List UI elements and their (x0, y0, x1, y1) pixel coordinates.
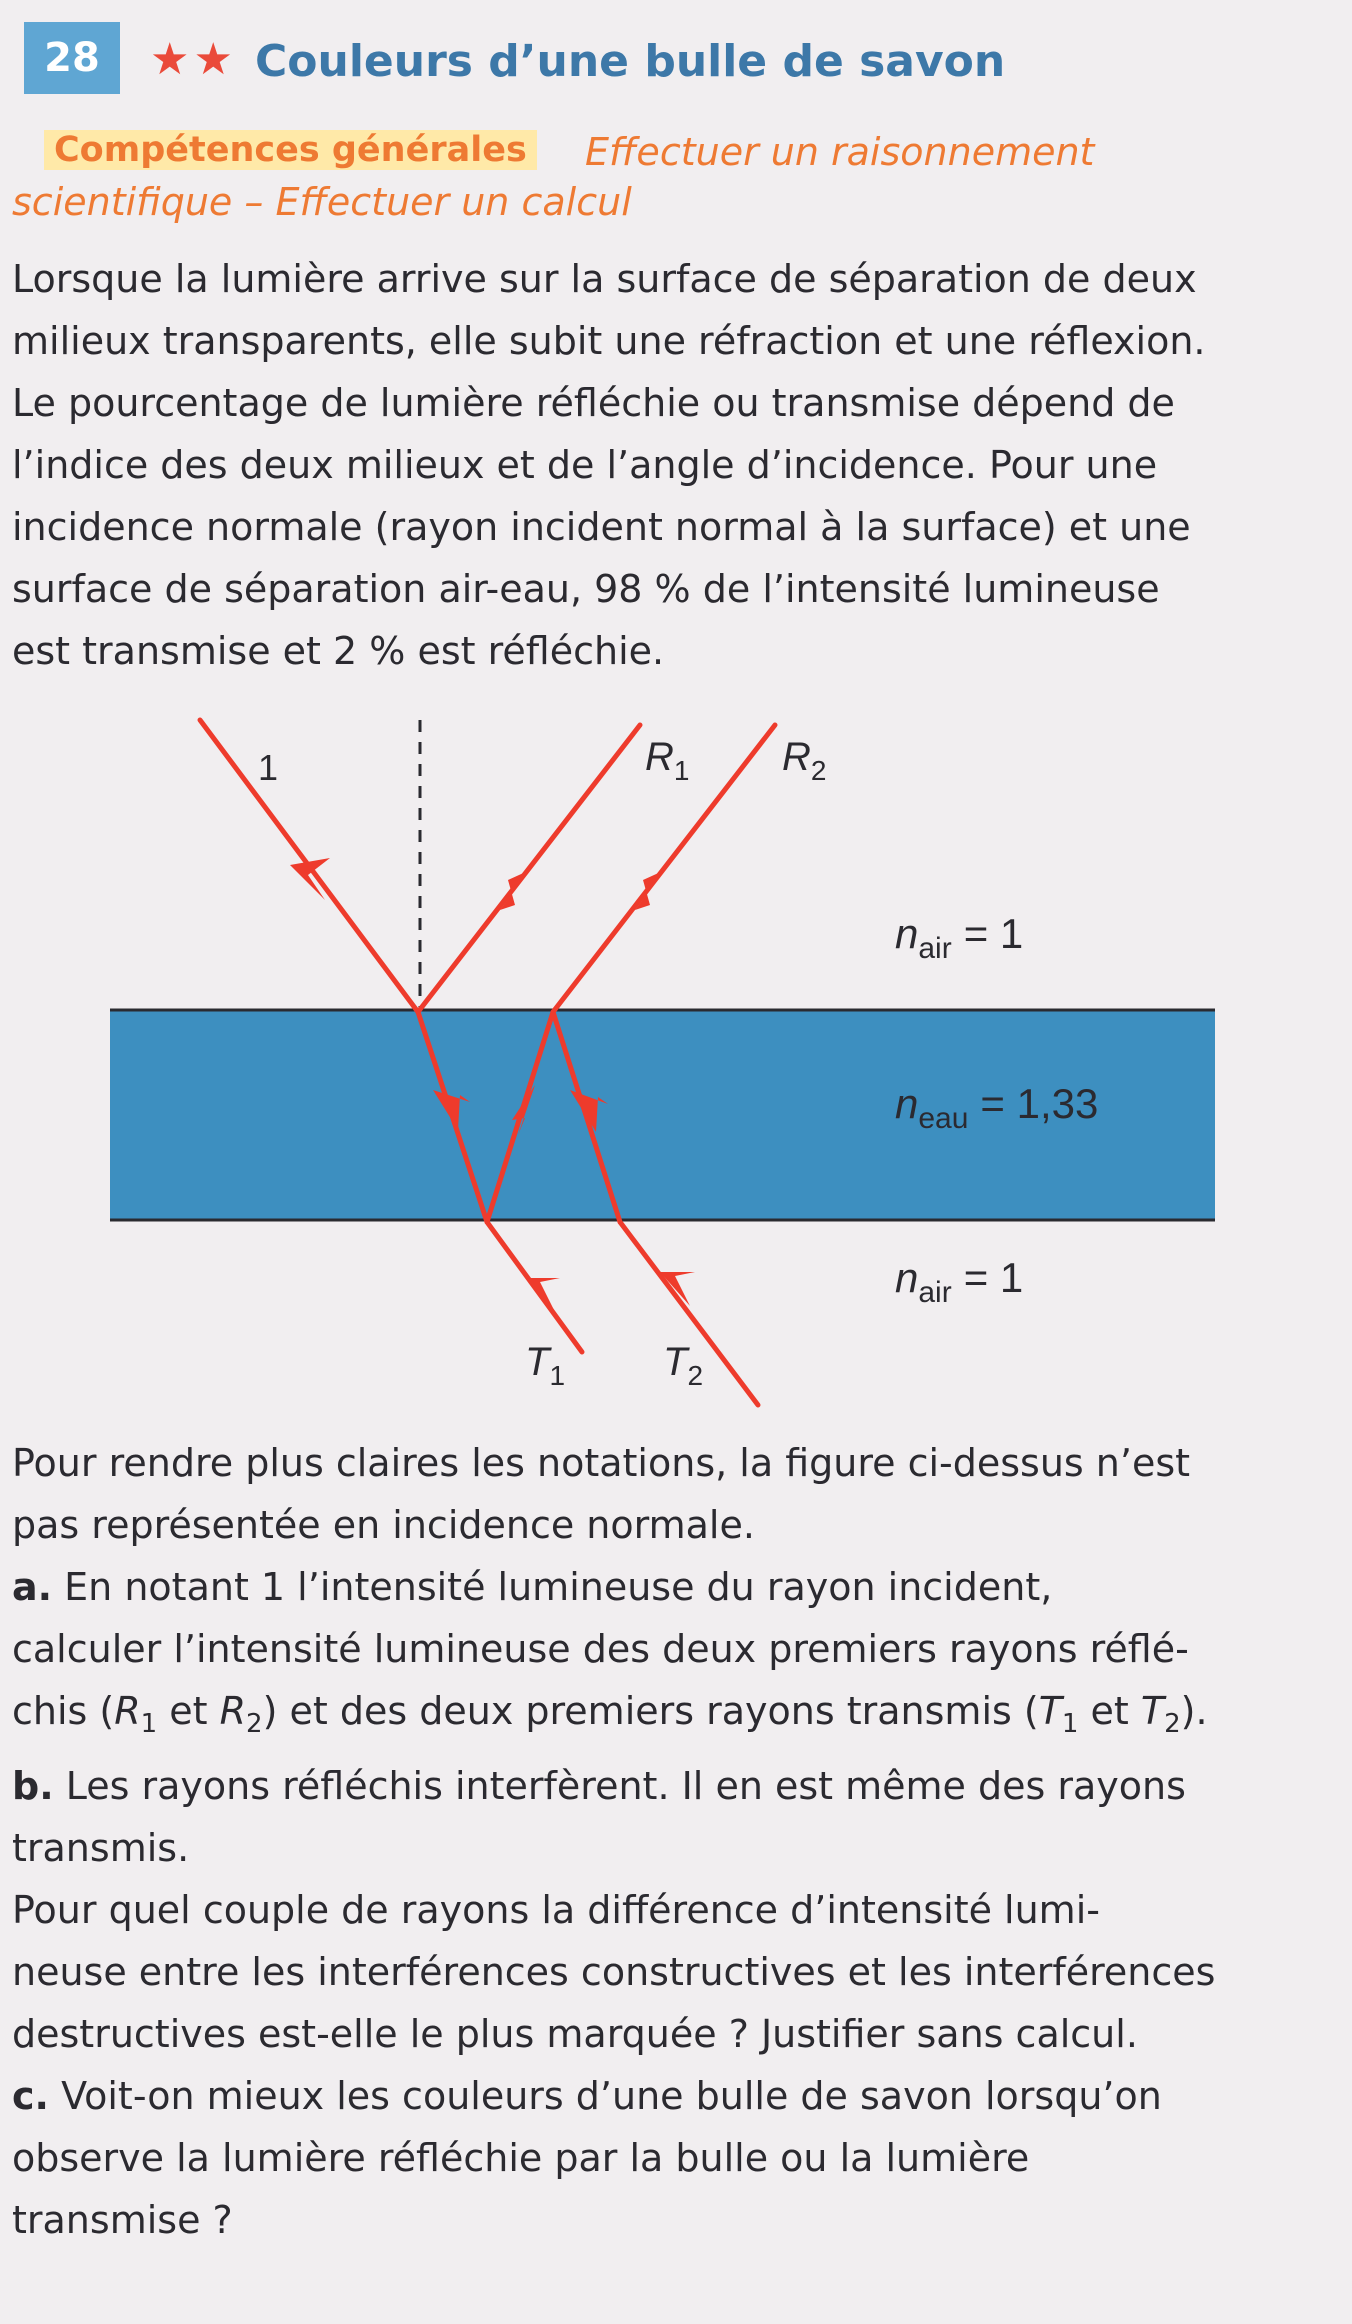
question-a-text: En notant 1 l’intensité lumineuse du rayon incident, (64, 1565, 1053, 1609)
note-line: pas représentée en incidence normale. (12, 1503, 755, 1547)
intro-line: est transmise et 2 % est réfléchie. (12, 629, 665, 673)
competences-text-2: scientifique – Effectuer un calcul (12, 180, 632, 224)
question-c-text: Voit-on mieux les couleurs d’une bulle de savon lorsqu’on (61, 2074, 1162, 2118)
n-eau-label: $n_{eau} = 1,33$ (895, 1080, 1099, 1135)
symbol-t2: T (1140, 1689, 1165, 1733)
symbol-r1: R (114, 1689, 141, 1733)
arrow-r1 (500, 870, 530, 910)
question-c-line-2: observe la lumière réfléchie par la bulle ou la lumière (12, 2136, 1030, 2180)
intro-paragraph (12, 248, 1332, 682)
question-a-text-et2: et (1078, 1689, 1141, 1733)
question-b-line-2: transmis. (12, 1826, 190, 1870)
question-a-letter: a. (12, 1565, 53, 1609)
question-a-text-mid: ) et des deux premiers rayons transmis ( (262, 1689, 1039, 1733)
note-line: Pour rendre plus claires les notations, la figure ci-dessus n’est (12, 1441, 1191, 1485)
r2-label: $R_2$ (782, 735, 827, 786)
t1-label: $T_1$ (525, 1340, 566, 1391)
symbol-t2-sub: 2 (1164, 1709, 1181, 1739)
question-b-line-3: Pour quel couple de rayons la différence d’intensité lumi- (12, 1888, 1100, 1932)
intro-line: milieux transparents, elle subit une réfraction et une réflexion. (12, 319, 1206, 363)
question-b-line-5: destructives est-elle le plus marquée ? Justifier sans calcul. (12, 2012, 1138, 2056)
arrow-t1 (525, 1278, 560, 1312)
question-b-text: Les rayons réfléchis interfèrent. Il en est même des rayons (65, 1764, 1186, 1808)
question-a-line-1 (12, 1556, 1332, 1618)
question-c-letter: c. (12, 2074, 49, 2118)
question-a-text-pre: chis ( (12, 1689, 115, 1733)
intro-line: incidence normale (rayon incident normal à la surface) et une (12, 505, 1191, 549)
n-air-bottom-label: $n_{air} = 1$ (895, 1254, 1024, 1309)
symbol-r2: R (219, 1689, 247, 1733)
question-b-letter: b. (12, 1764, 54, 1808)
competences-label: Compétences générales (44, 130, 537, 170)
question-b-line-1 (12, 1755, 1332, 1817)
soap-film-diagram (0, 700, 1352, 1420)
exercise-number: 28 (24, 22, 120, 94)
intro-line: surface de séparation air-eau, 98 % de l’intensité lumineuse (12, 567, 1160, 611)
competences-text-1: Effectuer un raisonnement (585, 130, 1095, 174)
arrow-incident (290, 858, 330, 900)
symbol-r1-sub: 1 (140, 1709, 158, 1739)
question-c-line-3: transmise ? (12, 2198, 233, 2242)
incident-label: 1 (258, 747, 279, 788)
question-b-line-4: neuse entre les interférences constructives et les interférences (12, 1950, 1216, 1994)
question-c-line-1 (12, 2065, 1332, 2127)
n-air-top-label: $n_{air} = 1$ (895, 910, 1024, 965)
questions-block (12, 1432, 1332, 2251)
arrow-r2 (635, 870, 665, 910)
question-a-text-et: et (157, 1689, 220, 1733)
question-a-line-2: calculer l’intensité lumineuse des deux premiers rayons réflé- (12, 1627, 1189, 1671)
symbol-t1-sub: 1 (1061, 1709, 1079, 1739)
question-a-text-end: ). (1180, 1689, 1208, 1733)
symbol-r2-sub: 2 (246, 1709, 263, 1739)
t2-label: $T_2$ (663, 1340, 704, 1391)
question-a-line-3 (12, 1680, 1332, 1755)
exercise-title: Couleurs d’une bulle de savon (255, 36, 1006, 87)
symbol-t1: T (1038, 1689, 1062, 1733)
intro-line: Le pourcentage de lumière réfléchie ou transmise dépend de (12, 381, 1175, 425)
reflected-ray-r1 (418, 725, 640, 1012)
intro-line: Lorsque la lumière arrive sur la surface de séparation de deux (12, 257, 1197, 301)
intro-line: l’indice des deux milieux et de l’angle d’incidence. Pour une (12, 443, 1158, 487)
r1-label: $R_1$ (645, 735, 690, 786)
difficulty-stars: ★★ (150, 34, 237, 85)
